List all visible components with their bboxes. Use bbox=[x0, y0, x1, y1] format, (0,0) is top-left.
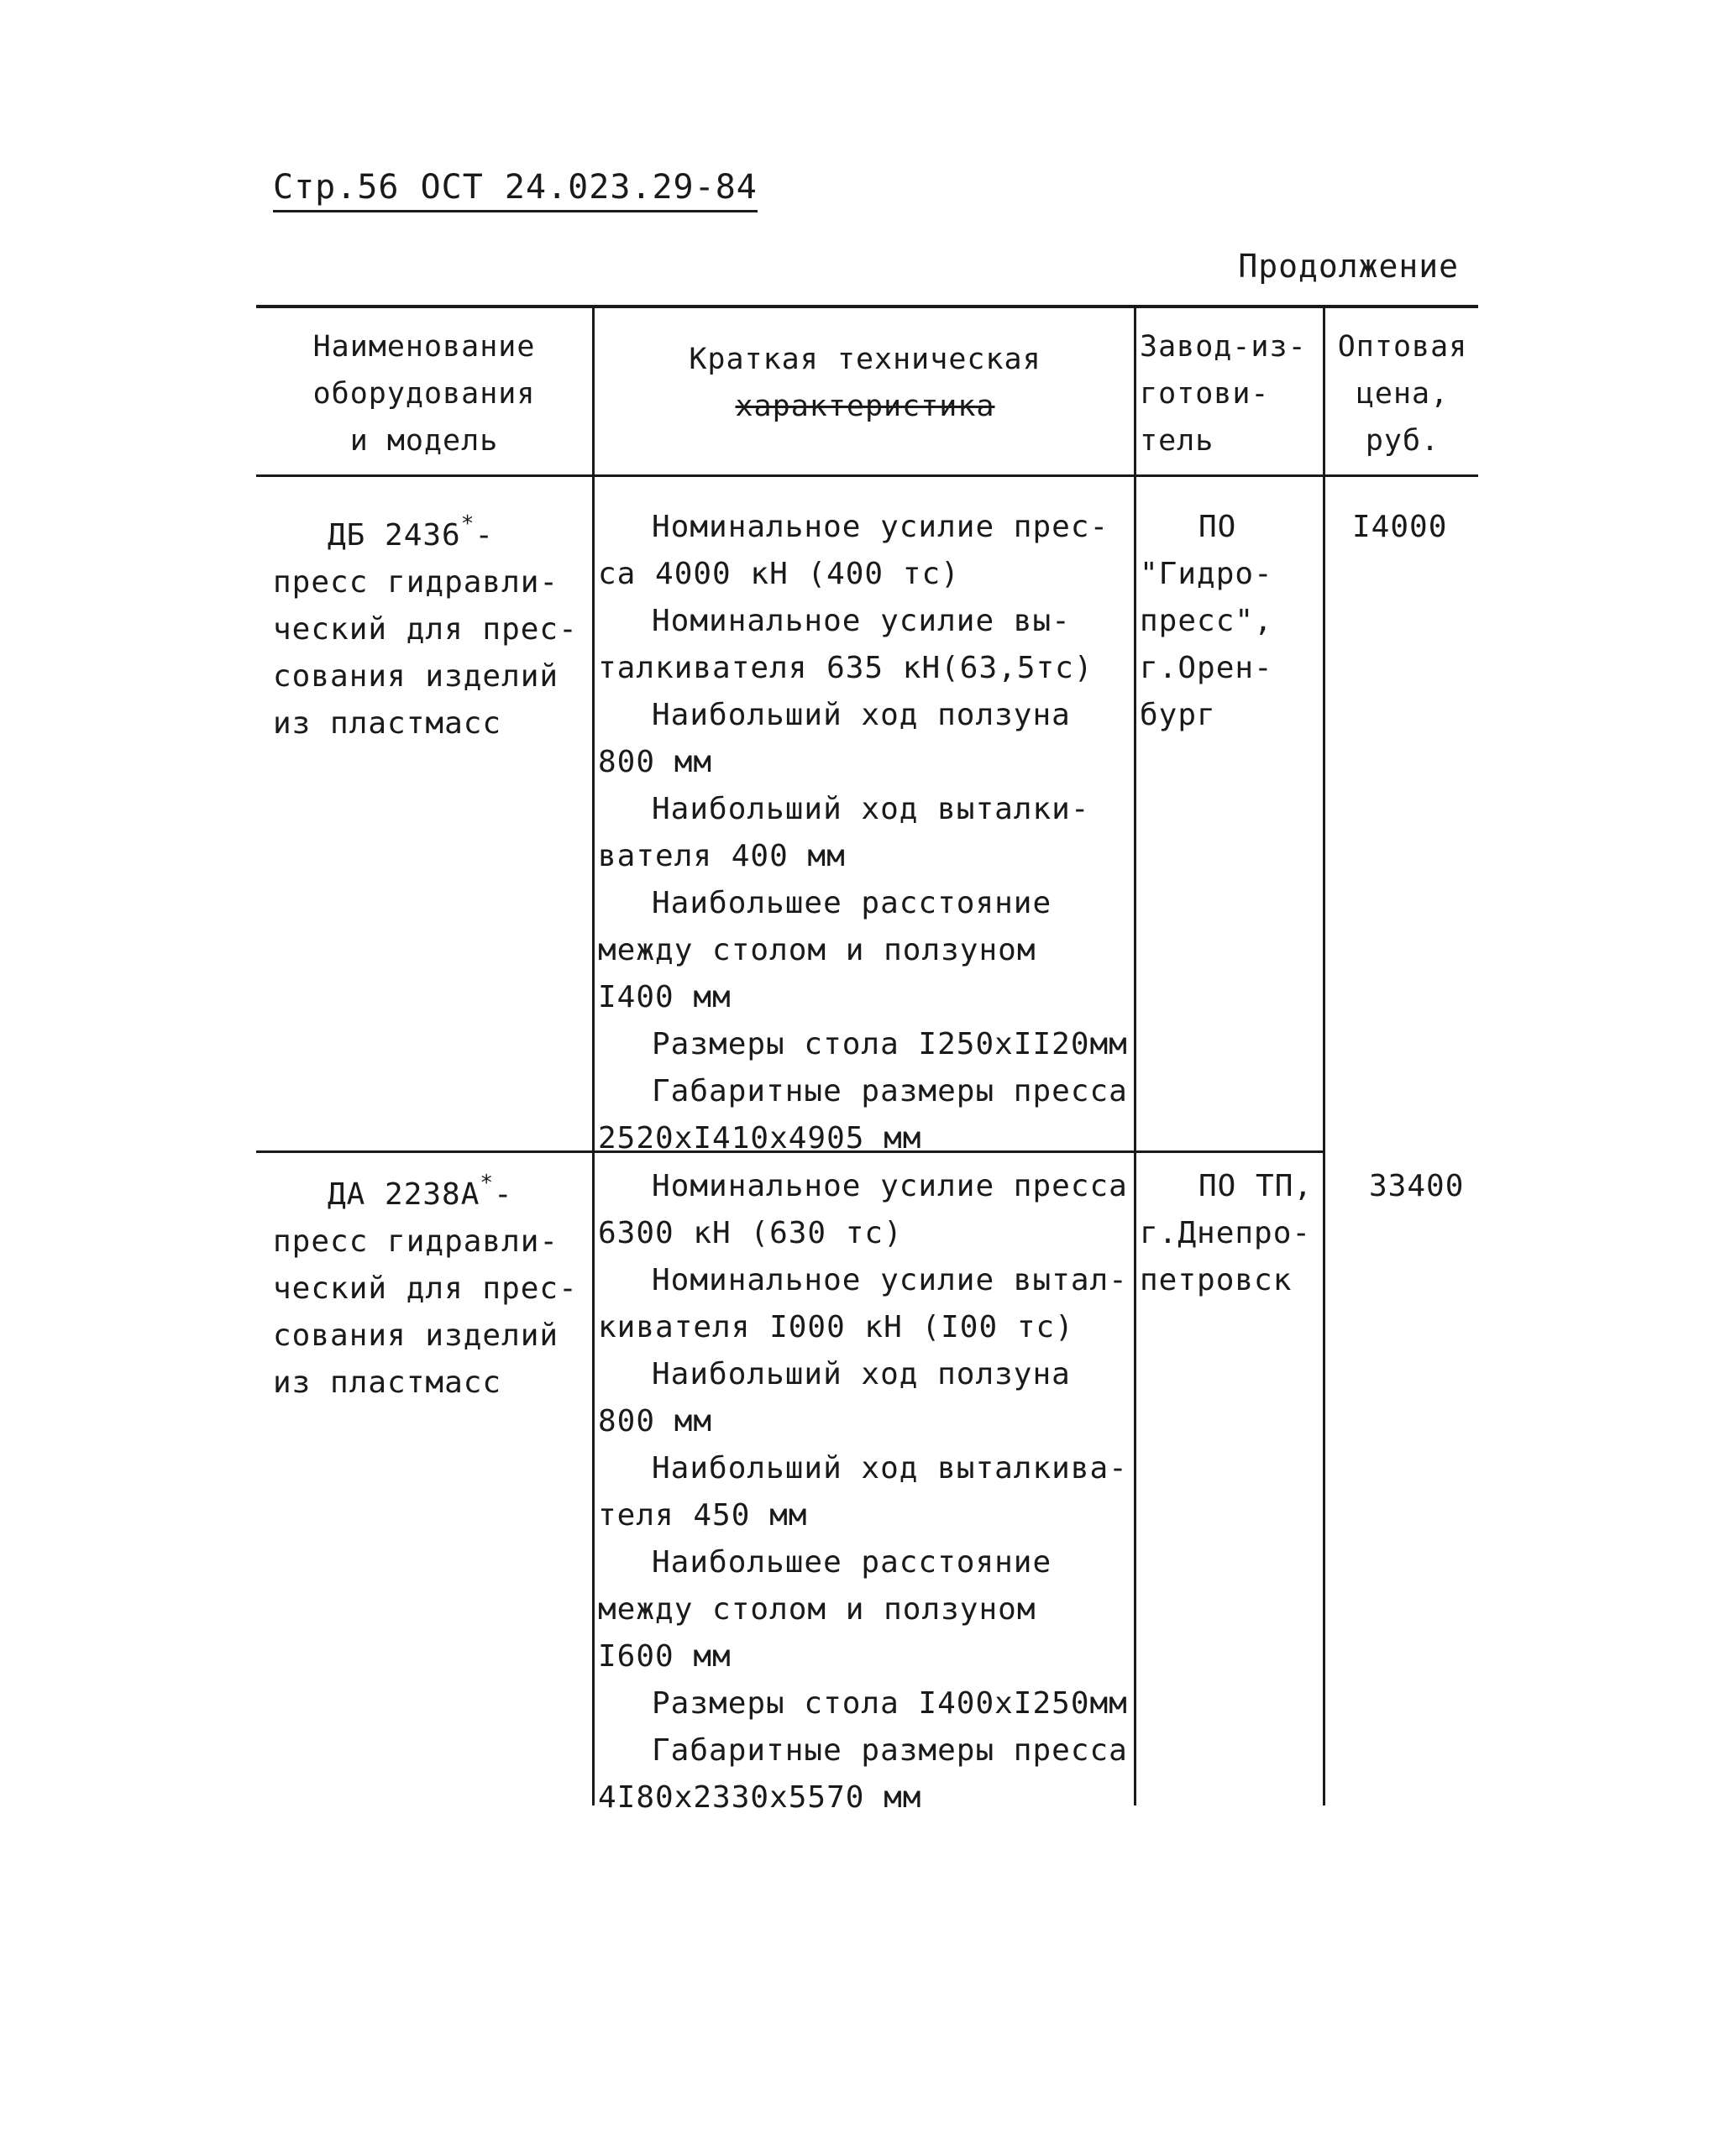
spec-line: Номинальное усилие пресса bbox=[652, 1169, 1128, 1203]
spec-line: кивателя I000 кН (I00 тс) bbox=[598, 1310, 1074, 1344]
name-line: ческий для прес- bbox=[273, 1271, 578, 1306]
row-2-spec-cell bbox=[598, 1163, 1128, 1821]
spec-line: Наибольший ход выталкива- bbox=[652, 1451, 1128, 1486]
spec-line: Наибольший ход ползуна bbox=[652, 1357, 1071, 1391]
continuation-label: Продолжение bbox=[1238, 248, 1459, 285]
maker-line: г.Орен- bbox=[1140, 651, 1273, 685]
row-1-maker-cell bbox=[1140, 504, 1273, 739]
header-maker-line: Завод-из- bbox=[1140, 330, 1307, 364]
page-header: Стр.56 ОСТ 24.023.29-84 bbox=[273, 168, 758, 212]
spec-line: Размеры стола I400xI250мм bbox=[652, 1686, 1128, 1721]
spec-line: талкивателя 635 кН(63,5тс) bbox=[598, 651, 1094, 685]
column-divider-2 bbox=[1134, 307, 1136, 1805]
spec-line: Номинальное усилие вы- bbox=[652, 604, 1071, 638]
header-maker-cell bbox=[1140, 323, 1307, 464]
spec-line: между столом и ползуном bbox=[598, 1592, 1036, 1627]
column-divider-1 bbox=[592, 307, 595, 1805]
spec-line: са 4000 кН (400 тс) bbox=[598, 557, 960, 591]
row-2-price-cell: 33400 bbox=[1369, 1169, 1465, 1203]
name-line: из пластмасс bbox=[273, 706, 502, 741]
spec-line: 4I80x2330x5570 мм bbox=[598, 1780, 922, 1815]
maker-line: петровск bbox=[1140, 1263, 1293, 1297]
spec-line: вателя 400 мм bbox=[598, 839, 846, 873]
spec-line: между столом и ползуном bbox=[598, 933, 1036, 967]
header-maker-line: тель bbox=[1140, 424, 1214, 458]
row-1-spec-cell bbox=[598, 504, 1128, 1162]
model-name: ДА 2238А bbox=[328, 1177, 480, 1212]
spec-line: 800 мм bbox=[598, 745, 713, 779]
table-top-rule bbox=[256, 305, 1478, 308]
name-line: пресс гидравли- bbox=[273, 1224, 559, 1259]
spec-line: теля 450 мм bbox=[598, 1498, 808, 1533]
header-maker-line: готови- bbox=[1140, 377, 1270, 411]
spec-line: Габаритные размеры пресса bbox=[652, 1733, 1128, 1768]
header-bottom-rule bbox=[256, 474, 1478, 477]
spec-line: I600 мм bbox=[598, 1639, 732, 1674]
model-line bbox=[273, 504, 578, 559]
spec-line: 800 мм bbox=[598, 1404, 713, 1439]
header-price-line: цена, bbox=[1356, 377, 1450, 411]
header-price-line: Оптовая bbox=[1337, 330, 1468, 364]
row-1-name-cell bbox=[273, 504, 578, 747]
spec-line: I400 мм bbox=[598, 980, 732, 1014]
name-line: ческий для прес- bbox=[273, 612, 578, 647]
footnote-mark: * bbox=[460, 511, 475, 537]
maker-line: бург bbox=[1140, 698, 1216, 732]
name-line: сования изделий bbox=[273, 1318, 559, 1353]
row-2-name-cell bbox=[273, 1163, 578, 1407]
spec-line: Наибольший ход выталки- bbox=[652, 792, 1090, 826]
spec-line: Размеры стола I250xII20мм bbox=[652, 1027, 1128, 1061]
spec-line: 2520xI410x4905 мм bbox=[598, 1121, 922, 1156]
model-line bbox=[273, 1163, 578, 1218]
spec-line: Номинальное усилие прес- bbox=[652, 510, 1109, 544]
model-dash: - bbox=[494, 1177, 513, 1212]
row-2-maker-cell bbox=[1140, 1163, 1313, 1304]
header-spec-cell bbox=[601, 336, 1130, 430]
header-price-cell bbox=[1331, 323, 1474, 464]
header-name-cell bbox=[269, 323, 580, 464]
header-name-line: оборудования bbox=[312, 377, 536, 411]
maker-line: г.Днепро- bbox=[1140, 1216, 1312, 1250]
row-1-price-cell: I4000 bbox=[1352, 510, 1448, 544]
maker-line: ПО ТП, bbox=[1198, 1169, 1314, 1203]
maker-line: "Гидро- bbox=[1140, 557, 1273, 591]
spec-line: 6300 кН (630 тс) bbox=[598, 1216, 903, 1250]
header-spec-line: характеристика bbox=[735, 390, 995, 423]
column-divider-3 bbox=[1323, 307, 1325, 1805]
header-price-line: руб. bbox=[1365, 424, 1440, 458]
spec-line: Номинальное усилие вытал- bbox=[652, 1263, 1128, 1297]
model-dash: - bbox=[475, 518, 495, 553]
header-name-line: и модель bbox=[349, 424, 499, 458]
name-line: пресс гидравли- bbox=[273, 565, 559, 600]
spec-line: Габаритные размеры пресса bbox=[652, 1074, 1128, 1108]
name-line: из пластмасс bbox=[273, 1365, 502, 1400]
model-name: ДБ 2436 bbox=[328, 518, 461, 553]
spec-line: Наибольшее расстояние bbox=[652, 886, 1052, 920]
footnote-mark: * bbox=[480, 1171, 495, 1196]
spec-line: Наибольший ход ползуна bbox=[652, 698, 1071, 732]
maker-line: пресс", bbox=[1140, 604, 1273, 638]
name-line: сования изделий bbox=[273, 659, 559, 694]
header-spec-line: Краткая техническая bbox=[689, 343, 1041, 376]
spec-line: Наибольшее расстояние bbox=[652, 1545, 1052, 1580]
header-name-line: Наименование bbox=[312, 330, 536, 364]
maker-line: ПО bbox=[1198, 510, 1237, 544]
